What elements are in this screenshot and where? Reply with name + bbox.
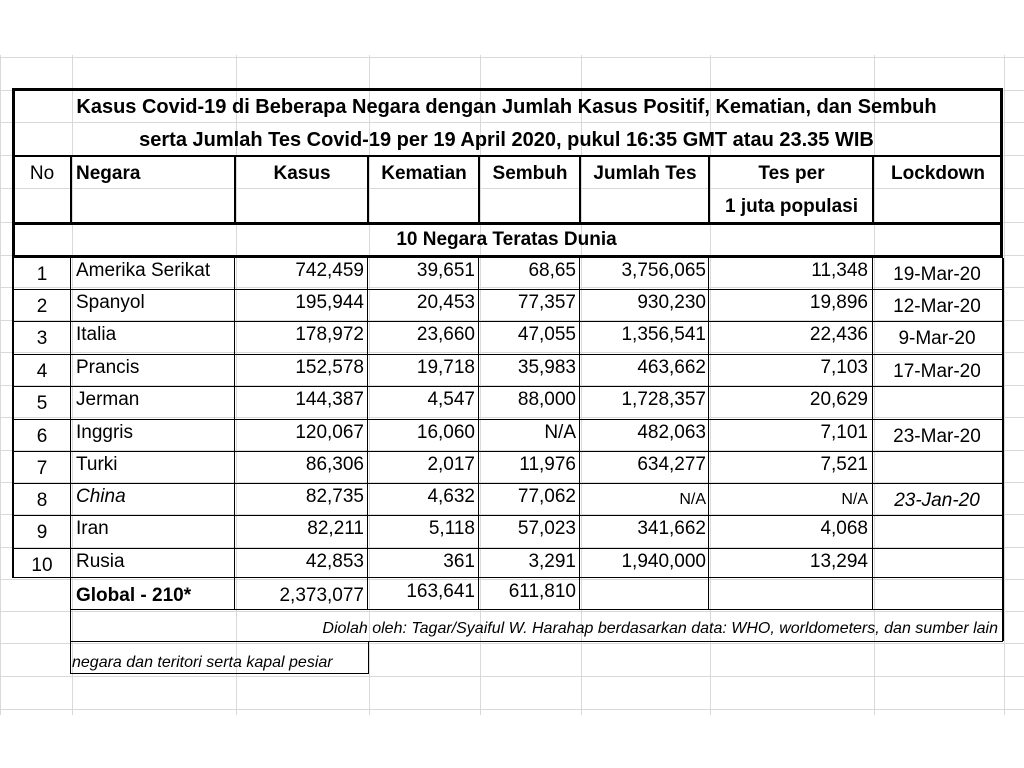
cell-sembuh: 68,65 (528, 260, 576, 281)
cell-tes-per-juta: 4,068 (820, 518, 868, 539)
global-kasus: 2,373,077 (279, 585, 364, 606)
border-line (579, 155, 581, 223)
cell-sembuh: 47,055 (517, 324, 576, 345)
cell-negara: Rusia (76, 551, 125, 572)
cell-sembuh: 77,062 (517, 486, 576, 507)
global-kematian: 163,641 (406, 581, 475, 602)
cell-sembuh: 88,000 (517, 389, 576, 410)
cell-negara: Prancis (76, 357, 140, 378)
cell-sembuh: 77,357 (517, 292, 576, 313)
cell-no: 3 (36, 328, 48, 349)
cell-tes-per-juta: 19,896 (809, 292, 868, 313)
table-title-line2: serta Jumlah Tes Covid-19 per 19 April 2020, pukul 16:35 GMT atau 23.35 WIB (139, 129, 874, 151)
cell-kematian: 4,547 (427, 389, 475, 410)
border-line (234, 258, 235, 578)
cell-jumlah-tes: 1,728,357 (621, 389, 706, 410)
cell-kasus: 82,211 (307, 518, 364, 539)
border-line (478, 577, 479, 609)
global-sembuh: 611,810 (508, 581, 576, 602)
cell-lockdown: 12-Mar-20 (893, 296, 981, 317)
cell-sembuh: N/A (544, 422, 576, 443)
cell-kasus: 42,853 (305, 551, 364, 572)
cell-kasus: 86,306 (305, 454, 364, 475)
cell-negara: Inggris (76, 422, 134, 443)
border-line (12, 419, 1002, 420)
cell-no: 10 (31, 555, 53, 576)
cell-kematian: 16,060 (416, 422, 475, 443)
border-line (12, 222, 1003, 225)
cell-no: 2 (36, 296, 48, 317)
border-line (12, 515, 1002, 516)
border-line (12, 451, 1002, 452)
cell-no: 8 (36, 490, 48, 511)
border-line (12, 354, 1002, 355)
cell-sembuh: 3,291 (528, 551, 576, 572)
cell-no: 4 (36, 361, 48, 382)
cell-jumlah-tes: N/A (679, 491, 706, 508)
border-line (579, 258, 580, 578)
cell-kematian: 361 (443, 551, 475, 572)
cell-jumlah-tes: 3,756,065 (621, 260, 706, 281)
border-line (708, 577, 709, 609)
header-no: No (29, 163, 55, 184)
cell-no: 7 (36, 458, 48, 479)
cell-tes-per-juta: 7,101 (820, 422, 868, 443)
header-jumlah-tes: Jumlah Tes (593, 163, 697, 184)
cell-jumlah-tes: 1,356,541 (621, 324, 706, 345)
border-line (579, 577, 580, 609)
border-line (70, 673, 369, 674)
border-line (12, 483, 1002, 484)
border-line (367, 155, 369, 223)
cell-kematian: 5,118 (428, 518, 475, 539)
cell-lockdown: 17-Mar-20 (893, 361, 981, 382)
border-line (368, 641, 369, 674)
border-line (12, 386, 1002, 387)
cell-kematian: 19,718 (416, 357, 475, 378)
cell-kasus: 178,972 (295, 324, 364, 345)
cell-tes-per-juta: 20,629 (809, 389, 868, 410)
border-line (478, 155, 480, 223)
border-line (1002, 258, 1004, 641)
cell-no: 9 (36, 522, 48, 543)
cell-kematian: 23,660 (416, 324, 475, 345)
border-line (70, 641, 369, 642)
cell-negara: Italia (76, 324, 117, 345)
cell-kematian: 4,632 (427, 486, 475, 507)
source-note: Diolah oleh: Tagar/Syaiful W. Harahap berdasarkan data: WHO, worldometers, dan sumber lain (322, 620, 998, 637)
cell-tes-per-juta: 22,436 (809, 324, 868, 345)
cell-kematian: 39,651 (416, 260, 475, 281)
cell-no: 1 (36, 264, 48, 285)
border-line (70, 155, 72, 223)
header-tes-per-2: 1 juta populasi (724, 196, 859, 217)
header-kematian: Kematian (381, 163, 467, 184)
cell-negara: China (76, 486, 126, 507)
cell-kasus: 195,944 (295, 292, 364, 313)
cell-negara: Turki (76, 454, 118, 475)
cell-lockdown: 23-Jan-20 (894, 490, 980, 511)
cell-tes-per-juta: 7,521 (820, 454, 868, 475)
cell-tes-per-juta: 11,348 (811, 260, 868, 281)
table-title-line1: Kasus Covid-19 di Beberapa Negara dengan Jumlah Kasus Positif, Kematian, dan Sembuh (76, 96, 937, 118)
cell-jumlah-tes: 463,662 (637, 357, 706, 378)
cell-tes-per-juta: 13,294 (809, 551, 868, 572)
header-kasus: Kasus (273, 163, 331, 184)
border-line (12, 289, 1002, 290)
header-sembuh: Sembuh (492, 163, 568, 184)
cell-jumlah-tes: 930,230 (637, 292, 706, 313)
cell-tes-per-juta: N/A (841, 491, 868, 508)
border-line (12, 155, 1003, 157)
border-line (367, 258, 368, 578)
cell-negara: Iran (76, 518, 109, 539)
footnote: negara dan teritori serta kapal pesiar (72, 654, 333, 671)
cell-no: 6 (36, 426, 48, 447)
cell-jumlah-tes: 341,662 (637, 518, 706, 539)
global-label: Global - 210* (76, 585, 192, 606)
cell-negara: Amerika Serikat (76, 260, 211, 281)
border-line (234, 577, 235, 609)
border-line (70, 258, 71, 578)
cell-kematian: 20,453 (416, 292, 475, 313)
border-line (367, 577, 368, 609)
cell-kasus: 82,735 (305, 486, 364, 507)
cell-jumlah-tes: 1,940,000 (621, 551, 706, 572)
border-line (12, 88, 1003, 91)
border-line (12, 258, 14, 578)
cell-kasus: 144,387 (295, 389, 364, 410)
cell-sembuh: 11,976 (519, 454, 576, 475)
border-line (12, 88, 15, 258)
cell-lockdown: 19-Mar-20 (893, 264, 981, 285)
cell-jumlah-tes: 482,063 (637, 422, 706, 443)
border-line (12, 577, 1002, 578)
border-line (70, 609, 1003, 610)
header-negara: Negara (76, 163, 141, 184)
cell-sembuh: 57,023 (517, 518, 576, 539)
border-line (478, 258, 479, 578)
cell-lockdown: 23-Mar-20 (893, 426, 981, 447)
cell-kasus: 152,578 (295, 357, 364, 378)
header-tes-per: Tes per (758, 163, 825, 184)
border-line (70, 577, 71, 674)
cell-no: 5 (36, 393, 48, 414)
border-line (872, 155, 874, 223)
cell-kasus: 120,067 (295, 422, 364, 443)
border-line (872, 258, 873, 578)
cell-kasus: 742,459 (295, 260, 364, 281)
border-line (708, 258, 709, 578)
border-line (12, 255, 1003, 258)
border-line (1000, 88, 1003, 258)
cell-negara: Jerman (76, 389, 140, 410)
cell-jumlah-tes: 634,277 (637, 454, 706, 475)
border-line (234, 155, 236, 223)
cell-tes-per-juta: 7,103 (820, 357, 868, 378)
border-line (708, 155, 710, 223)
cell-kematian: 2,017 (427, 454, 475, 475)
header-lockdown: Lockdown (891, 163, 985, 184)
section-title: 10 Negara Teratas Dunia (396, 229, 617, 250)
cell-lockdown: 9-Mar-20 (898, 328, 976, 349)
border-line (12, 321, 1002, 322)
border-line (872, 577, 873, 609)
cell-sembuh: 35,983 (517, 357, 576, 378)
border-line (12, 548, 1002, 549)
cell-negara: Spanyol (76, 292, 145, 313)
